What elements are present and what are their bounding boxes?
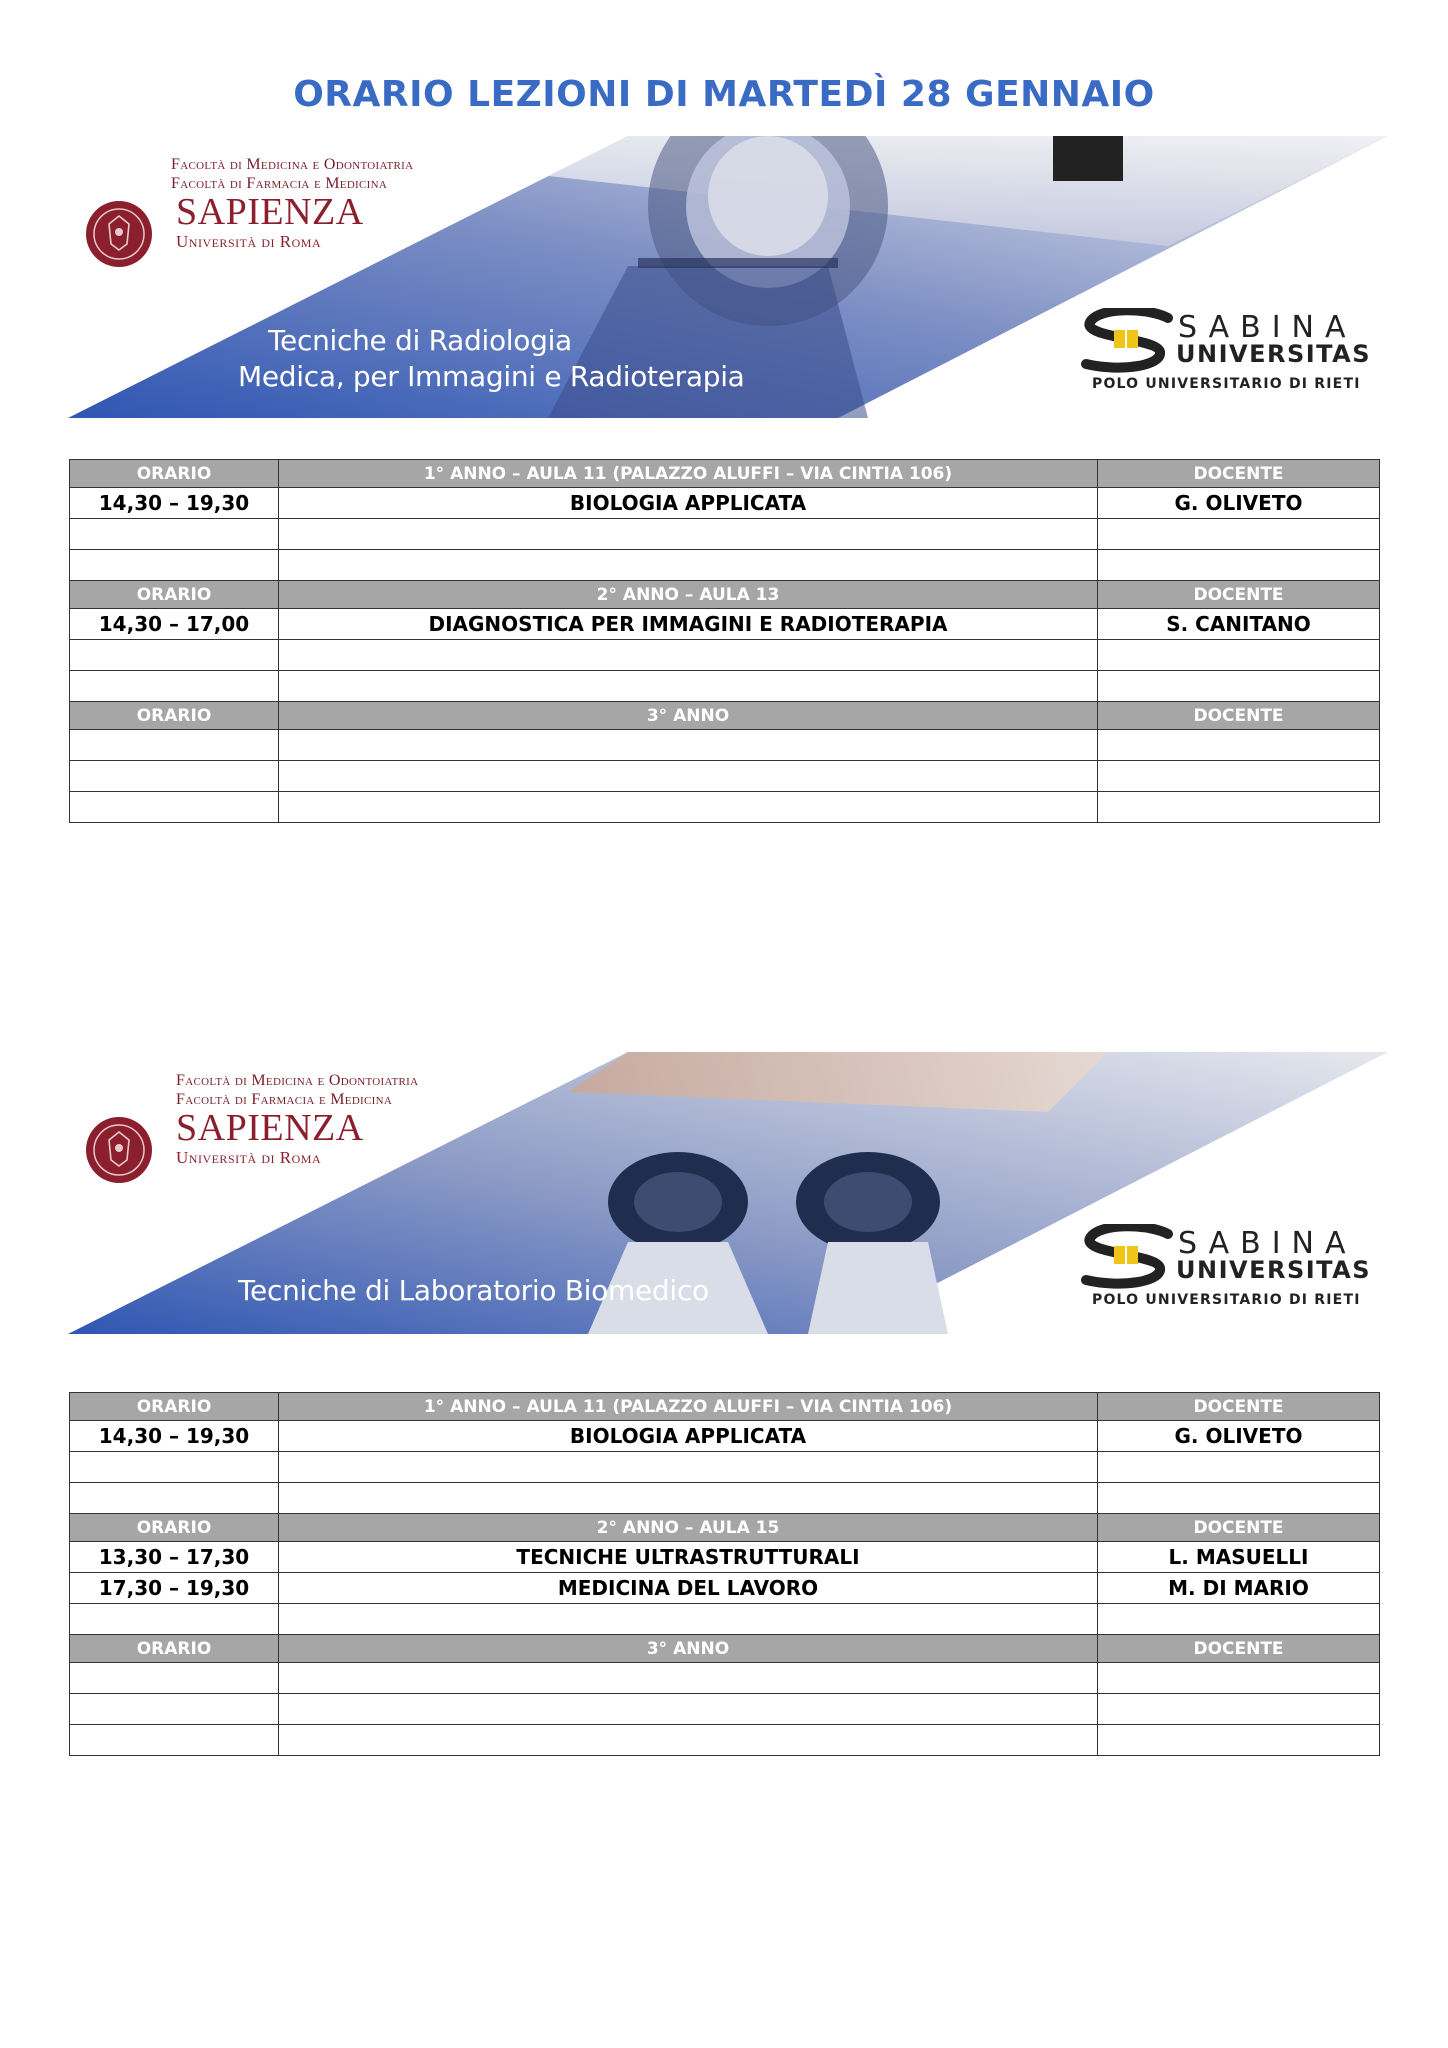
sapienza-subtitle: Università di Roma: [176, 232, 322, 251]
banner-radiologia: [68, 136, 1388, 418]
subject-cell: [279, 1663, 1098, 1694]
header-cell: ORARIO: [70, 702, 279, 730]
sabina-universitas-logo: [1080, 1224, 1380, 1314]
subject-cell: [279, 1725, 1098, 1756]
course-title-line-2: Medica, per Immagini e Radioterapia: [238, 360, 745, 393]
teacher-cell: [1098, 671, 1380, 702]
teacher-cell: [1098, 640, 1380, 671]
table-header-row: [70, 1635, 1380, 1663]
teacher-cell: [1098, 730, 1380, 761]
table-row: [70, 1542, 1380, 1573]
subject-cell: [279, 519, 1098, 550]
header-cell: DOCENTE: [1098, 1514, 1380, 1542]
teacher-cell: [1098, 1452, 1380, 1483]
subject-cell: [279, 730, 1098, 761]
subject-cell: [279, 1694, 1098, 1725]
subject-cell: TECNICHE ULTRASTRUTTURALI: [279, 1542, 1098, 1573]
table-row: [70, 640, 1380, 671]
time-cell: [70, 1694, 279, 1725]
course-title-line-1: Tecniche di Radiologia: [268, 324, 572, 357]
schedule-table-radiologia: [69, 459, 1380, 823]
subject-cell: [279, 1604, 1098, 1635]
time-cell: [70, 1604, 279, 1635]
time-cell: 14,30 – 19,30: [70, 1421, 279, 1452]
header-cell: ORARIO: [70, 1514, 279, 1542]
faculty-line-1: Facoltà di Medicina e Odontoiatria: [176, 1072, 419, 1089]
header-cell: 3° ANNO: [279, 702, 1098, 730]
sabina-title: SABINA: [1178, 1226, 1357, 1261]
sapienza-name: SAPIENZA: [176, 191, 364, 233]
header-cell: DOCENTE: [1098, 1393, 1380, 1421]
sabina-subtitle: UNIVERSITAS: [1176, 340, 1372, 368]
subject-cell: [279, 1452, 1098, 1483]
time-cell: [70, 1663, 279, 1694]
subject-cell: [279, 550, 1098, 581]
page-title: ORARIO LEZIONI DI MARTEDÌ 28 GENNAIO: [293, 74, 1155, 115]
teacher-cell: [1098, 792, 1380, 823]
faculty-line-1: Facoltà di Medicina e Odontoiatria: [171, 156, 414, 173]
sapienza-subtitle: Università di Roma: [176, 1148, 322, 1167]
faculty-line-2: Facoltà di Farmacia e Medicina: [171, 175, 388, 192]
subject-cell: DIAGNOSTICA PER IMMAGINI E RADIOTERAPIA: [279, 609, 1098, 640]
sabina-polo: POLO UNIVERSITARIO DI RIETI: [1092, 1292, 1361, 1308]
time-cell: [70, 671, 279, 702]
course-title-line-1: Tecniche di Laboratorio Biomedico: [238, 1274, 709, 1307]
time-cell: [70, 1725, 279, 1756]
table-row: [70, 1421, 1380, 1452]
faculty-line-2: Facoltà di Farmacia e Medicina: [176, 1091, 393, 1108]
sabina-s-icon: [1080, 1224, 1176, 1290]
sabina-title: SABINA: [1178, 310, 1357, 345]
header-cell: ORARIO: [70, 460, 279, 488]
time-cell: [70, 519, 279, 550]
header-cell: DOCENTE: [1098, 1635, 1380, 1663]
header-cell: ORARIO: [70, 1393, 279, 1421]
table-header-row: [70, 1393, 1380, 1421]
table-row: [70, 1452, 1380, 1483]
time-cell: 14,30 – 17,00: [70, 609, 279, 640]
table-row: [70, 792, 1380, 823]
table-row: [70, 550, 1380, 581]
sapienza-seal-icon: [84, 194, 154, 274]
table-header-row: [70, 460, 1380, 488]
teacher-cell: [1098, 519, 1380, 550]
teacher-cell: L. MASUELLI: [1098, 1542, 1380, 1573]
header-cell: ORARIO: [70, 1635, 279, 1663]
teacher-cell: [1098, 1725, 1380, 1756]
banner-laboratorio: [68, 1052, 1388, 1334]
teacher-cell: [1098, 1604, 1380, 1635]
subject-cell: BIOLOGIA APPLICATA: [279, 488, 1098, 519]
subject-cell: [279, 640, 1098, 671]
header-cell: 1° ANNO – AULA 11 (PALAZZO ALUFFI – VIA CINTIA 106): [279, 460, 1098, 488]
table-header-row: [70, 702, 1380, 730]
header-cell: 2° ANNO – AULA 15: [279, 1514, 1098, 1542]
teacher-cell: [1098, 1483, 1380, 1514]
table-row: [70, 1663, 1380, 1694]
subject-cell: [279, 761, 1098, 792]
table-row: [70, 1483, 1380, 1514]
table-row: [70, 1725, 1380, 1756]
table-row: [70, 761, 1380, 792]
table-row: [70, 488, 1380, 519]
sabina-s-icon: [1080, 308, 1176, 374]
sapienza-seal-icon: [84, 1110, 154, 1190]
table-row: [70, 730, 1380, 761]
teacher-cell: M. DI MARIO: [1098, 1573, 1380, 1604]
schedule-table-laboratorio: [69, 1392, 1380, 1756]
subject-cell: [279, 1483, 1098, 1514]
time-cell: [70, 730, 279, 761]
teacher-cell: G. OLIVETO: [1098, 1421, 1380, 1452]
teacher-cell: [1098, 1663, 1380, 1694]
header-cell: ORARIO: [70, 581, 279, 609]
subject-cell: [279, 671, 1098, 702]
teacher-cell: [1098, 1694, 1380, 1725]
teacher-cell: S. CANITANO: [1098, 609, 1380, 640]
header-cell: 1° ANNO – AULA 11 (PALAZZO ALUFFI – VIA CINTIA 106): [279, 1393, 1098, 1421]
teacher-cell: G. OLIVETO: [1098, 488, 1380, 519]
subject-cell: [279, 792, 1098, 823]
sabina-subtitle: UNIVERSITAS: [1176, 1256, 1372, 1284]
time-cell: [70, 640, 279, 671]
subject-cell: MEDICINA DEL LAVORO: [279, 1573, 1098, 1604]
table-row: [70, 1573, 1380, 1604]
time-cell: 13,30 – 17,30: [70, 1542, 279, 1573]
time-cell: 14,30 – 19,30: [70, 488, 279, 519]
header-cell: 3° ANNO: [279, 1635, 1098, 1663]
table-row: [70, 1694, 1380, 1725]
header-cell: DOCENTE: [1098, 460, 1380, 488]
table-row: [70, 671, 1380, 702]
sapienza-name: SAPIENZA: [176, 1107, 364, 1149]
time-cell: [70, 761, 279, 792]
time-cell: 17,30 – 19,30: [70, 1573, 279, 1604]
time-cell: [70, 792, 279, 823]
teacher-cell: [1098, 550, 1380, 581]
header-cell: 2° ANNO – AULA 13: [279, 581, 1098, 609]
subject-cell: BIOLOGIA APPLICATA: [279, 1421, 1098, 1452]
table-row: [70, 1604, 1380, 1635]
sabina-polo: POLO UNIVERSITARIO DI RIETI: [1092, 376, 1361, 392]
table-row: [70, 519, 1380, 550]
table-row: [70, 609, 1380, 640]
table-header-row: [70, 1514, 1380, 1542]
header-cell: DOCENTE: [1098, 581, 1380, 609]
sabina-universitas-logo: [1080, 308, 1380, 398]
time-cell: [70, 1483, 279, 1514]
time-cell: [70, 1452, 279, 1483]
teacher-cell: [1098, 761, 1380, 792]
table-header-row: [70, 581, 1380, 609]
header-cell: DOCENTE: [1098, 702, 1380, 730]
time-cell: [70, 550, 279, 581]
